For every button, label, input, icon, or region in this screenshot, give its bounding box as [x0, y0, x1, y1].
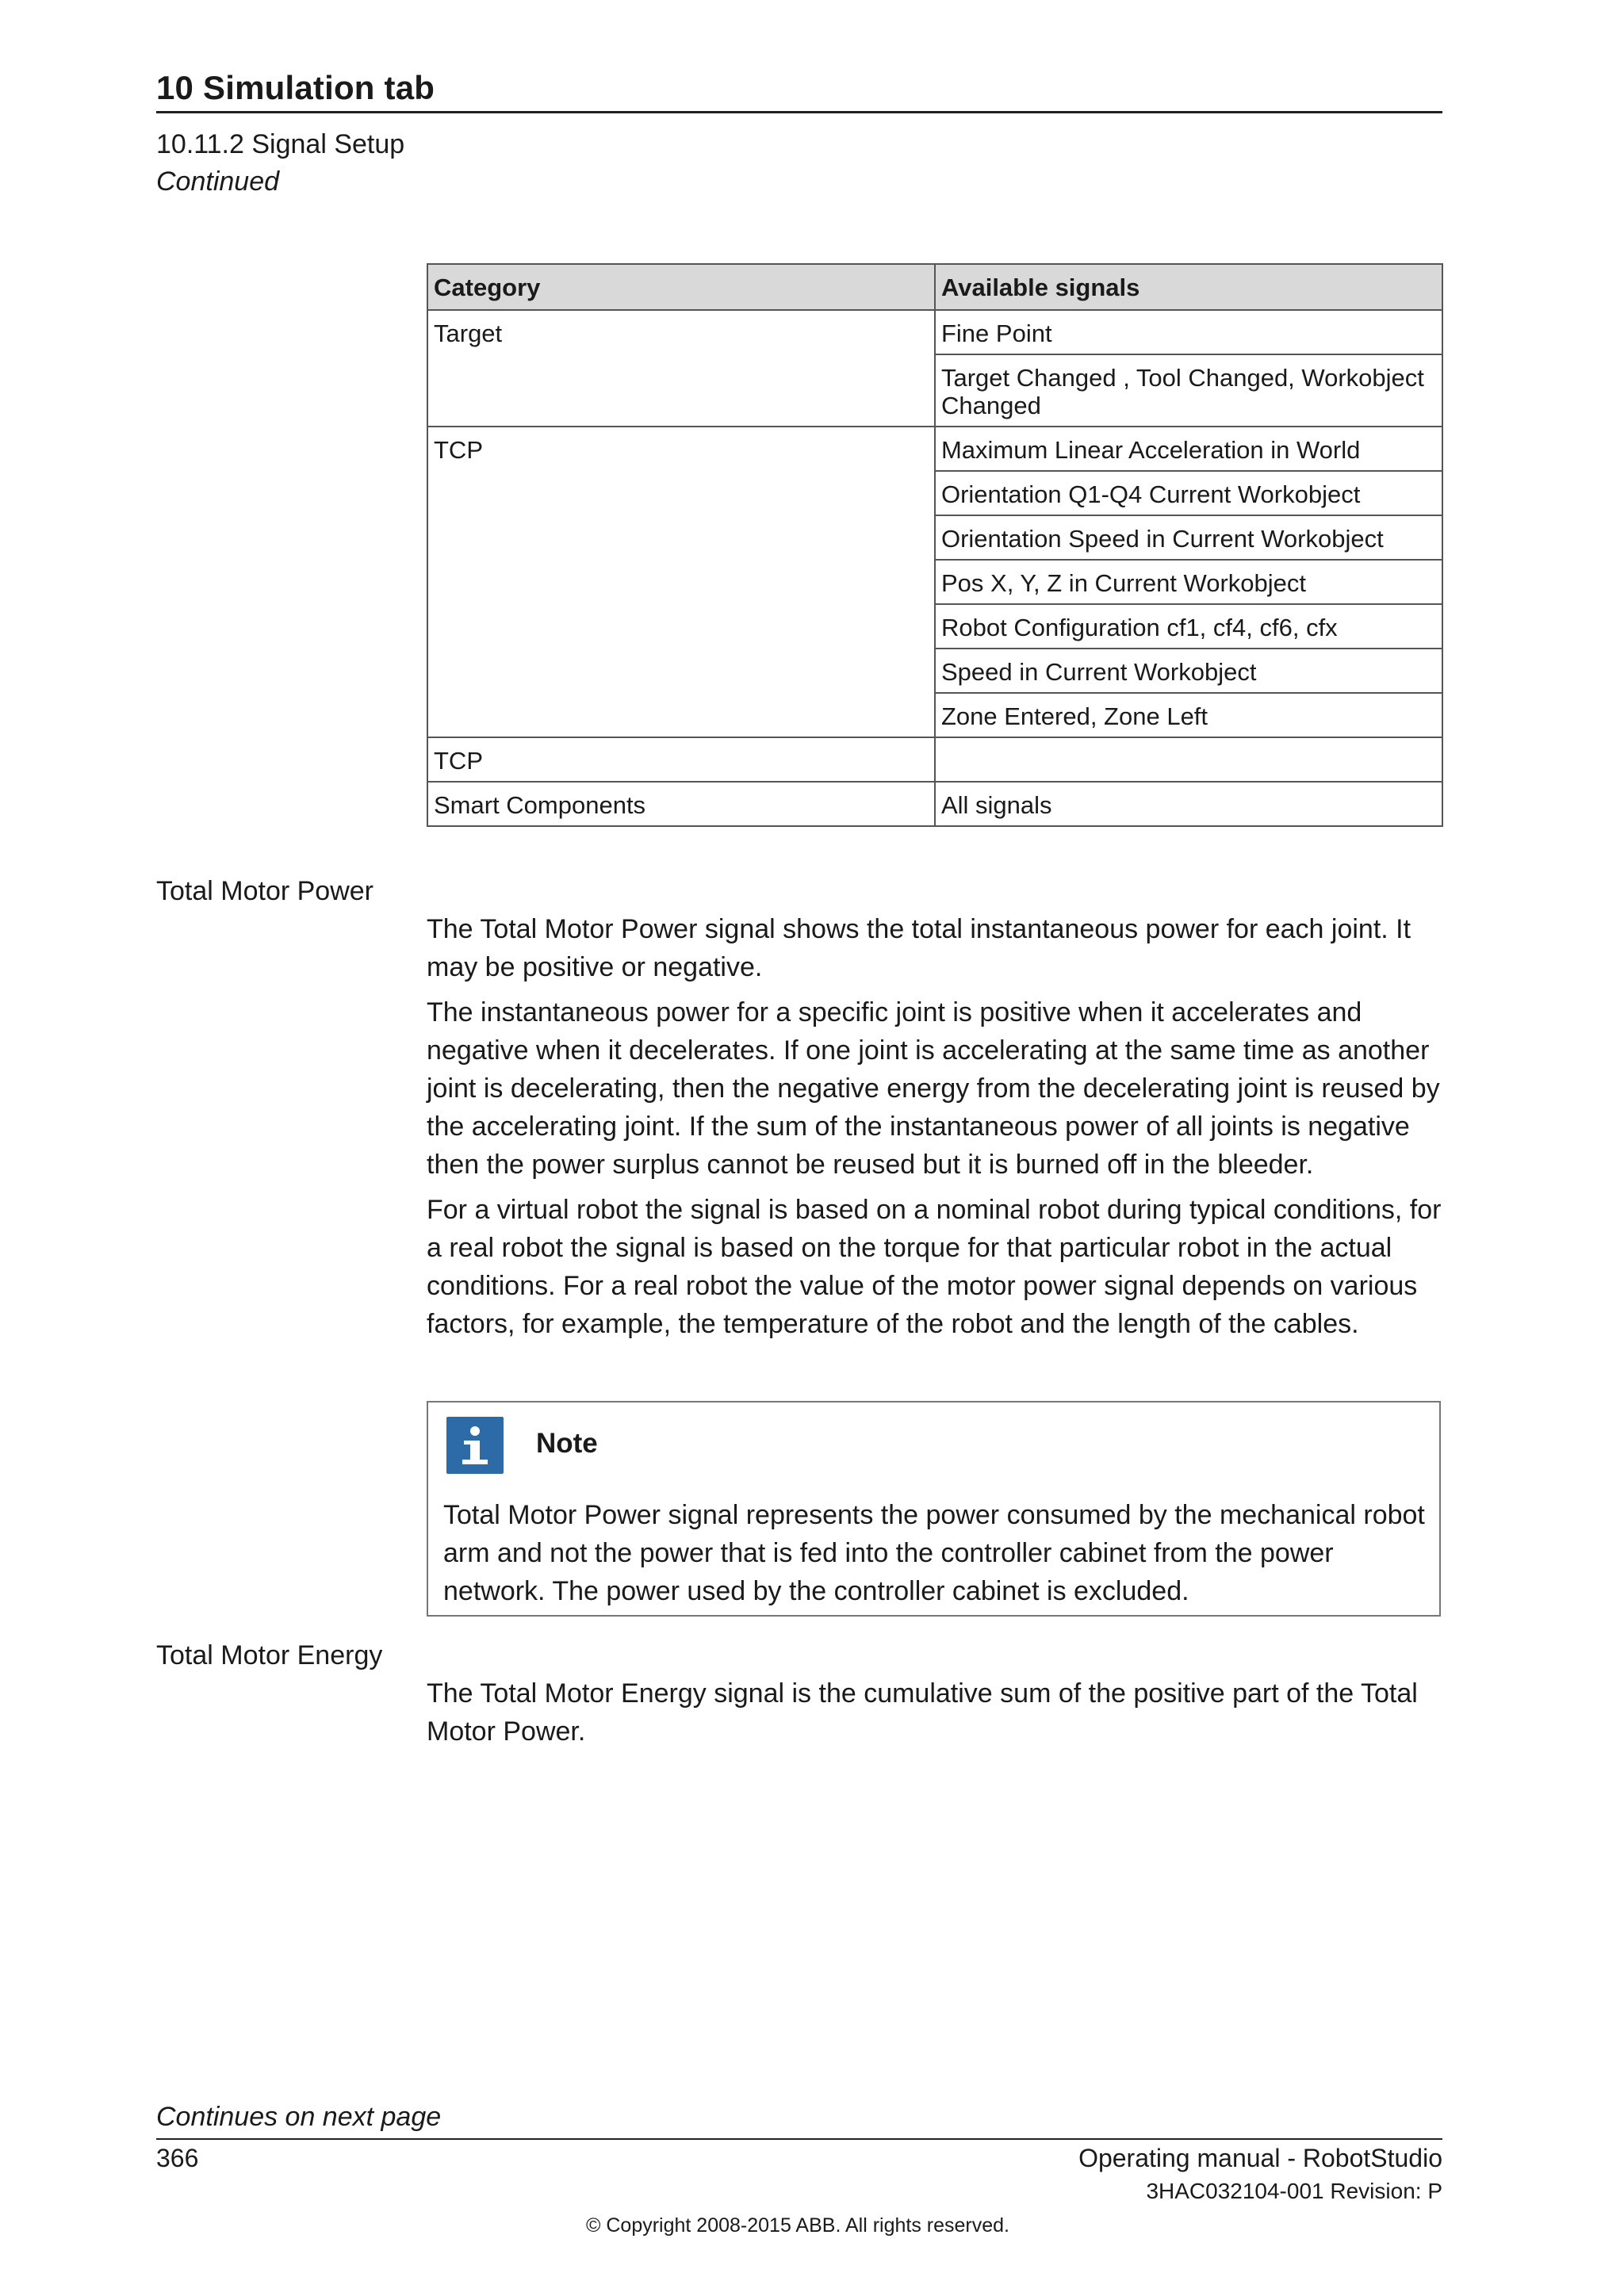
note-label: Note — [536, 1428, 598, 1459]
category-cell: Target — [427, 310, 935, 427]
signal-cell: Robot Configuration cf1, cf4, cf6, cfx — [935, 604, 1442, 649]
signal-cell: Zone Entered, Zone Left — [935, 693, 1442, 737]
copyright: © Copyright 2008-2015 ABB. All rights reserved. — [586, 2214, 1009, 2237]
signal-cell: Fine Point — [935, 310, 1442, 354]
section-title: 10.11.2 Signal Setup — [156, 129, 405, 159]
signal-cell — [935, 737, 1442, 782]
total-motor-power-heading: Total Motor Power — [156, 876, 373, 906]
paragraph: The Total Motor Power signal shows the total instantaneous power for each joint. It may be positive or negative. — [427, 914, 1411, 982]
signals-table — [427, 263, 1443, 827]
column-header-available-signals: Available signals — [935, 264, 1442, 310]
table-row — [427, 427, 1442, 471]
signal-cell: Maximum Linear Acceleration in World — [935, 427, 1442, 471]
signal-cell: Speed in Current Workobject — [935, 649, 1442, 693]
signal-cell: All signals — [935, 782, 1442, 826]
footer-rule — [156, 2138, 1442, 2140]
column-header-category: Category — [427, 264, 935, 310]
table-row — [427, 737, 1442, 782]
signal-cell: Orientation Speed in Current Workobject — [935, 515, 1442, 560]
category-cell: TCP — [427, 737, 935, 782]
info-icon — [446, 1417, 504, 1474]
signal-cell: Pos X, Y, Z in Current Workobject — [935, 560, 1442, 604]
table-header-row — [427, 264, 1442, 310]
continues-next-page: Continues on next page — [156, 2102, 442, 2132]
chapter-title: 10 Simulation tab — [156, 69, 435, 106]
table-row — [427, 310, 1442, 354]
signal-cell: Target Changed , Tool Changed, Workobject Changed — [935, 354, 1442, 427]
document-id: 3HAC032104-001 Revision: P — [1146, 2179, 1442, 2203]
table-row — [427, 782, 1442, 826]
total-motor-energy-heading: Total Motor Energy — [156, 1640, 383, 1670]
page-number: 366 — [156, 2144, 199, 2172]
category-cell: TCP — [427, 427, 935, 737]
category-cell: Smart Components — [427, 782, 935, 826]
paragraph: The instantaneous power for a specific joint is positive when it accelerates and negative when it decelerates. If one joint is accelerating at the same time as another joint is decelerating, then the negative energy from the decelerating joint is reused by the accelerating joint. If the sum of the instantaneous power of all joints is negative then the power surplus cannot be reused but it is burned off in the bleeder. — [427, 997, 1440, 1180]
continued-label: Continued — [156, 166, 280, 197]
header-rule — [156, 111, 1442, 113]
note-box — [427, 1401, 1441, 1617]
note-text: Total Motor Power signal represents the power consumed by the mechanical robot arm and not the power that is fed into the controller cabinet from the power network. The power used by the controller cabinet is excluded. — [443, 1500, 1425, 1606]
paragraph: For a virtual robot the signal is based on a nominal robot during typical conditions, for a real robot the signal is based on the torque for that particular robot in the actual conditions. For a real robot the value of the motor power signal depends on various factors, for example, the temperature of the robot and the length of the cables. — [427, 1195, 1442, 1339]
manual-title: Operating manual - RobotStudio — [1078, 2144, 1442, 2172]
signal-cell: Orientation Q1-Q4 Current Workobject — [935, 471, 1442, 515]
paragraph: The Total Motor Energy signal is the cumulative sum of the positive part of the Total Motor Power. — [427, 1678, 1418, 1747]
